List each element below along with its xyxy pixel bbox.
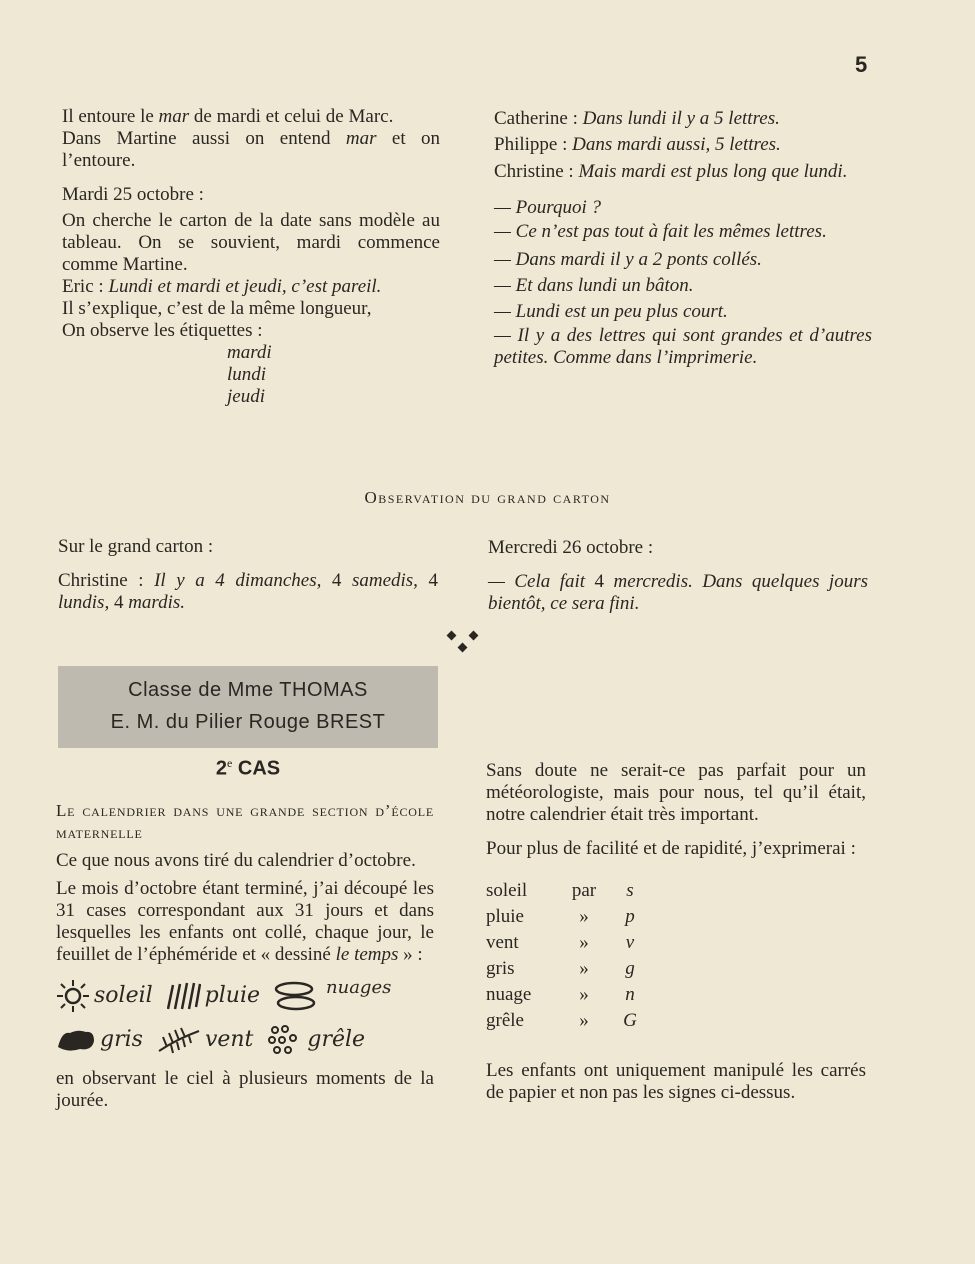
legend-vent: vent — [157, 1025, 253, 1055]
dialogue-line: — Et dans lundi un bâton. — [494, 275, 694, 296]
sign-word: pluie — [486, 906, 524, 927]
label-lundi: lundi — [227, 364, 267, 385]
paragraph: Christine : Il y a 4 dimanches, 4 samedis, 4 lundis, 4 mardis. — [58, 570, 438, 613]
sign-sign: v — [625, 932, 635, 953]
sign-sign: p — [625, 906, 635, 927]
legend-pluie: pluie — [167, 981, 260, 1011]
sign-by: par — [571, 880, 597, 901]
paragraph: en observant le ciel à plusieurs moments de la jourée. — [56, 1068, 434, 1111]
paragraph: — Cela fait 4 mercredis. Dans quelques jours bientôt, ce sera fini. — [488, 571, 869, 614]
dialogue-line: — Dans mardi il y a 2 ponts collés. — [494, 249, 762, 270]
dialogue-line: — Pourquoi ? — [494, 197, 601, 218]
sign-row — [486, 930, 650, 956]
hail-icon — [267, 1025, 303, 1055]
sign-by: » — [579, 932, 589, 953]
date-heading: Mardi 25 octobre : — [62, 184, 204, 205]
sign-row — [486, 956, 650, 982]
dialogue-line: — Lundi est un peu plus court. — [494, 301, 728, 322]
sign-word: soleil — [486, 880, 528, 901]
paragraph: Il s’explique, c’est de la même longueur, — [62, 298, 372, 319]
wind-icon — [157, 1025, 201, 1055]
paragraph: Sans doute ne serait-ce pas parfait pour un météorologiste, mais pour nous, tel qu’il était, notre calendrier était très important. — [486, 760, 866, 825]
cloud-icon — [274, 981, 322, 1011]
dialogue-line: — Ce n’est pas tout à fait les mêmes lettres. — [494, 221, 827, 242]
paragraph: On cherche le carton de la date sans modèle au tableau. On se souvient, mardi commence comme Martine. — [62, 210, 440, 275]
sign-row — [486, 1008, 650, 1034]
legend-nuages: nuages — [274, 981, 391, 1011]
legend-grele: grêle — [267, 1025, 365, 1055]
dialogue-line: Catherine : Dans lundi il y a 5 lettres. — [494, 108, 780, 129]
sign-word: grêle — [486, 1010, 524, 1031]
sign-sign: g — [625, 958, 635, 979]
rain-icon — [167, 981, 201, 1011]
legend-soleil: soleil — [56, 979, 153, 1013]
left-mid-column — [58, 536, 438, 614]
sign-sign: n — [625, 984, 635, 1005]
sign-by: » — [579, 1010, 589, 1031]
case-heading: 2e CAS — [215, 756, 281, 780]
sign-row — [486, 904, 650, 930]
sign-word: vent — [486, 932, 519, 953]
paragraph: On observe les étiquettes : — [62, 320, 263, 341]
grey-icon — [56, 1027, 96, 1053]
page-number: 5 — [855, 52, 868, 77]
sign-by: » — [579, 984, 589, 1005]
paragraph: Pour plus de facilité et de rapidité, j’exprimerai : — [486, 838, 856, 859]
legend-gris: gris — [56, 1027, 143, 1053]
signs-table — [486, 878, 650, 1034]
sign-word: nuage — [486, 984, 532, 1005]
dialogue-line: — Il y a des lettres qui sont grandes et d’autres petites. Comme dans l’imprimerie. — [494, 325, 872, 368]
paragraph: Les enfants ont uniquement manipulé les carrés de papier et non pas les signes ci-dessus. — [486, 1060, 866, 1103]
left-top-column — [62, 106, 440, 408]
sign-word: gris — [486, 958, 515, 979]
paragraph: Il entoure le mar de mardi et celui de Marc. — [62, 106, 394, 127]
label-jeudi: jeudi — [227, 386, 265, 407]
paragraph: Mercredi 26 octobre : — [488, 537, 654, 558]
dialogue-line: Philippe : Dans mardi aussi, 5 lettres. — [494, 134, 781, 155]
left-bottom-column — [56, 800, 434, 1112]
paragraph: Dans Martine aussi on entend mar et on l’entoure. — [62, 128, 440, 171]
subtitle: Le calendrier dans une grande section d’école maternelle — [56, 801, 434, 842]
sign-by: » — [579, 958, 589, 979]
sign-by: » — [579, 906, 589, 927]
dialogue-line: Christine : Mais mardi est plus long que lundi. — [494, 161, 848, 182]
paragraph: Sur le grand carton : — [58, 536, 214, 557]
class-name: Classe de Mme THOMAS — [128, 679, 368, 701]
sign-sign: s — [626, 880, 634, 901]
sun-icon — [56, 979, 90, 1013]
right-mid-column — [488, 537, 868, 615]
sign-row — [486, 982, 650, 1008]
right-bottom-column — [486, 760, 866, 1104]
paragraph: Le mois d’octobre étant terminé, j’ai découpé les 31 cases correspondant aux 31 jours et dans lesquelles les enfants ont collé, chaque jour, le feuillet de l’éphéméride et « dessiné le temps » : — [56, 878, 434, 965]
section-title: Observation du grand carton — [364, 488, 611, 507]
paragraph: Eric : Lundi et mardi et jeudi, c’est pareil. — [62, 276, 382, 297]
ornament-diamonds — [446, 630, 486, 656]
sign-row — [486, 878, 650, 904]
label-mardi: mardi — [227, 342, 272, 363]
school-name: E. M. du Pilier Rouge BREST — [110, 711, 386, 733]
class-box — [58, 666, 438, 748]
right-top-column — [494, 106, 872, 369]
sign-sign: G — [623, 1010, 637, 1031]
paragraph: Ce que nous avons tiré du calendrier d’octobre. — [56, 850, 416, 871]
weather-legend — [56, 974, 434, 1062]
